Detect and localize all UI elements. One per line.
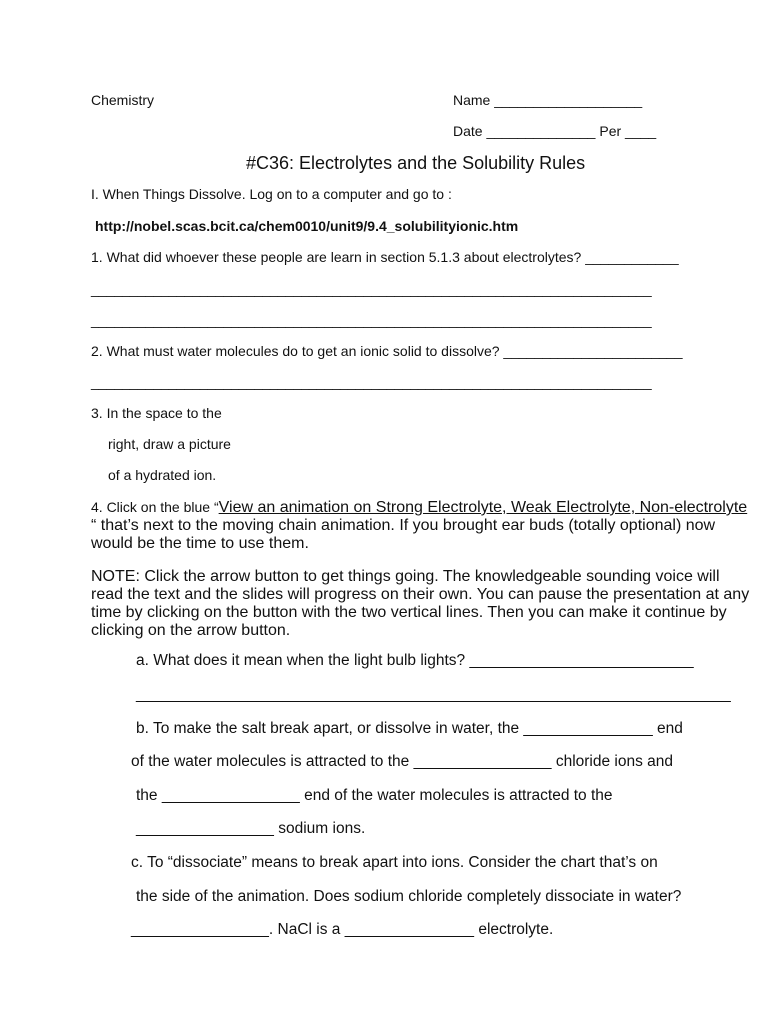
question-3-line: 3. In the space to the: [91, 405, 222, 421]
question-a: a. What does it mean when the light bulb lights? __________________________: [136, 652, 694, 669]
answer-line[interactable]: ________________________________________________________________________: [91, 312, 652, 328]
subject-label: Chemistry: [91, 92, 155, 108]
question-b-line: of the water molecules is attracted to the ________________ chloride ions and: [131, 753, 674, 770]
question-4-prefix: 4. Click on the blue “: [91, 499, 219, 515]
worksheet-title: #C36: Electrolytes and the Solubility Rules: [246, 153, 586, 173]
date-period-field[interactable]: Date ______________ Per ____: [453, 123, 657, 139]
answer-line[interactable]: ________________________________________________________________________: [91, 374, 652, 390]
question-b-line: ________________ sodium ions.: [136, 820, 366, 837]
question-c-line: ________________. NaCl is a _______________ electrolyte.: [131, 921, 554, 938]
answer-line[interactable]: ________________________________________________________________________: [91, 281, 652, 297]
question-b-line: the ________________ end of the water molecules is attracted to the: [136, 787, 613, 804]
question-4-suffix: “ that’s next to the moving chain animation. If you brought ear buds (totally optional) now would be the time to use them.: [91, 517, 716, 552]
question-b-line: b. To make the salt break apart, or dissolve in water, the _______________ end: [136, 720, 683, 737]
question-c-line: c. To “dissociate” means to break apart into ions. Consider the chart that’s on: [131, 854, 658, 871]
name-field[interactable]: Name ___________________: [453, 92, 643, 108]
question-3-line: right, draw a picture: [108, 436, 231, 452]
question-1: 1. What did whoever these people are learn in section 5.1.3 about electrolytes? ____________: [91, 249, 679, 265]
answer-line[interactable]: _____________________________________________________________________: [136, 686, 731, 703]
question-c-line: the side of the animation. Does sodium chloride completely dissociate in water?: [136, 888, 682, 905]
note-paragraph: NOTE: Click the arrow button to get things going. The knowledgeable sounding voice will read the text and the slides will progress on their own. You can pause the presentation at any time by clicking on the button with the two vertical lines. Then you can make it continue by clicking on the arrow button.: [91, 568, 750, 639]
question-2: 2. What must water molecules do to get an ionic solid to dissolve? _______________________: [91, 343, 683, 359]
resource-url[interactable]: http://nobel.scas.bcit.ca/chem0010/unit9/9.4_solubilityionic.htm: [95, 218, 519, 234]
animation-link[interactable]: View an animation on Strong Electrolyte, Weak Electrolyte, Non-electrolyte: [218, 499, 748, 516]
question-3-line: of a hydrated ion.: [108, 467, 217, 483]
question-4: [91, 498, 751, 553]
section-intro: I. When Things Dissolve. Log on to a computer and go to :: [91, 186, 452, 202]
